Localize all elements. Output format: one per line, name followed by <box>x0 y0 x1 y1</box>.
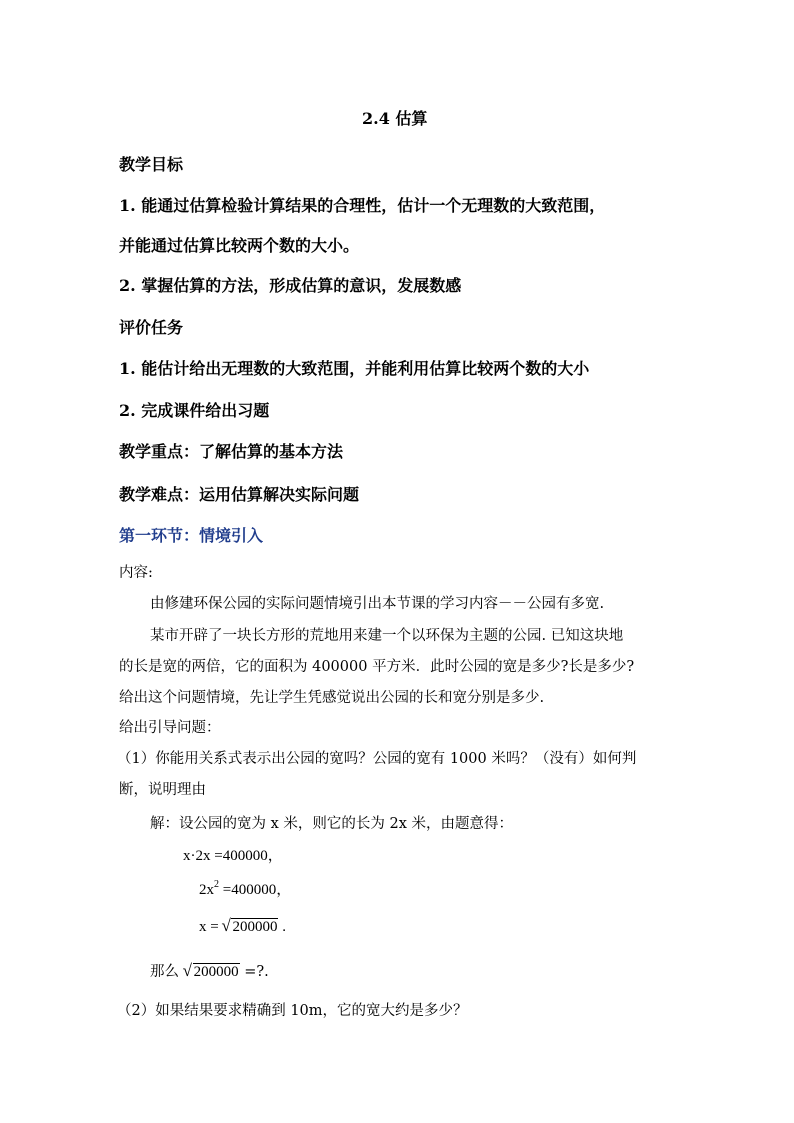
equation-3-radicand: 200000 <box>232 919 278 935</box>
then-line <box>150 960 269 981</box>
equation-3-end: . <box>278 919 286 935</box>
equation-2 <box>199 878 291 899</box>
stage-1-heading: 第一环节：情境引入 <box>119 526 264 545</box>
equation-2-rest: =400000， <box>219 882 292 898</box>
goals-heading: 教学目标 <box>119 155 184 174</box>
guide-label: 给出引导问题： <box>119 720 221 736</box>
then-radicand: 200000 <box>193 964 239 980</box>
paragraph-2-line-1: 某市开辟了一块长方形的荒地用来建一个以环保为主题的公园. 已知这块地 <box>150 628 624 644</box>
eval-heading: 评价任务 <box>119 318 184 337</box>
paragraph-2-line-3: 给出这个问题情境，先让学生凭感觉说出公园的长和宽分别是多少. <box>119 690 545 706</box>
equation-2-exponent: 2 <box>214 879 219 890</box>
content-label: 内容: <box>119 565 153 581</box>
question-1-line-1: （1）你能用关系式表示出公园的宽吗？公园的宽有 1000 米吗？（没有）如何判 <box>117 751 637 767</box>
sqrt-symbol: √ 200000 <box>221 916 278 935</box>
then-suffix: =?. <box>239 964 269 980</box>
eval-2: 2. 完成课件给出习题 <box>119 401 270 420</box>
equation-3-lhs: x = <box>199 919 223 935</box>
equation-1: x·2x =400000， <box>183 848 283 864</box>
paragraph-2-line-2: 的长是宽的两倍，它的面积为 400000 平方米．此时公园的宽是多少?长是多少? <box>119 659 635 675</box>
question-2: （2）如果结果要求精确到 10m，它的宽大约是多少？ <box>117 1003 468 1019</box>
goal-1-line-2: 并能通过估算比较两个数的大小。 <box>119 236 360 255</box>
goal-1-line-1: 1. 能通过估算检验计算结果的合理性，估计一个无理数的大致范围， <box>119 196 606 215</box>
difficult-point: 教学难点：运用估算解决实际问题 <box>119 485 360 504</box>
goal-2: 2. 掌握估算的方法，形成估算的意识，发展数感 <box>119 276 462 295</box>
solution-intro: 解：设公园的宽为 x 米，则它的长为 2x 米，由题意得： <box>150 816 514 832</box>
sqrt-symbol: √ 200000 <box>182 961 239 980</box>
page-title: 2.4 估算 <box>362 109 428 128</box>
equation-3 <box>199 916 286 936</box>
question-1-line-2: 断，说明理由 <box>119 782 206 798</box>
paragraph-1: 由修建环保公园的实际问题情境引出本节课的学习内容－－公园有多宽. <box>150 596 605 612</box>
then-prefix: 那么 <box>150 964 184 980</box>
eval-1: 1. 能估计给出无理数的大致范围，并能利用估算比较两个数的大小 <box>119 359 590 378</box>
equation-2-base: 2x <box>199 882 214 898</box>
key-point: 教学重点：了解估算的基本方法 <box>119 442 344 461</box>
